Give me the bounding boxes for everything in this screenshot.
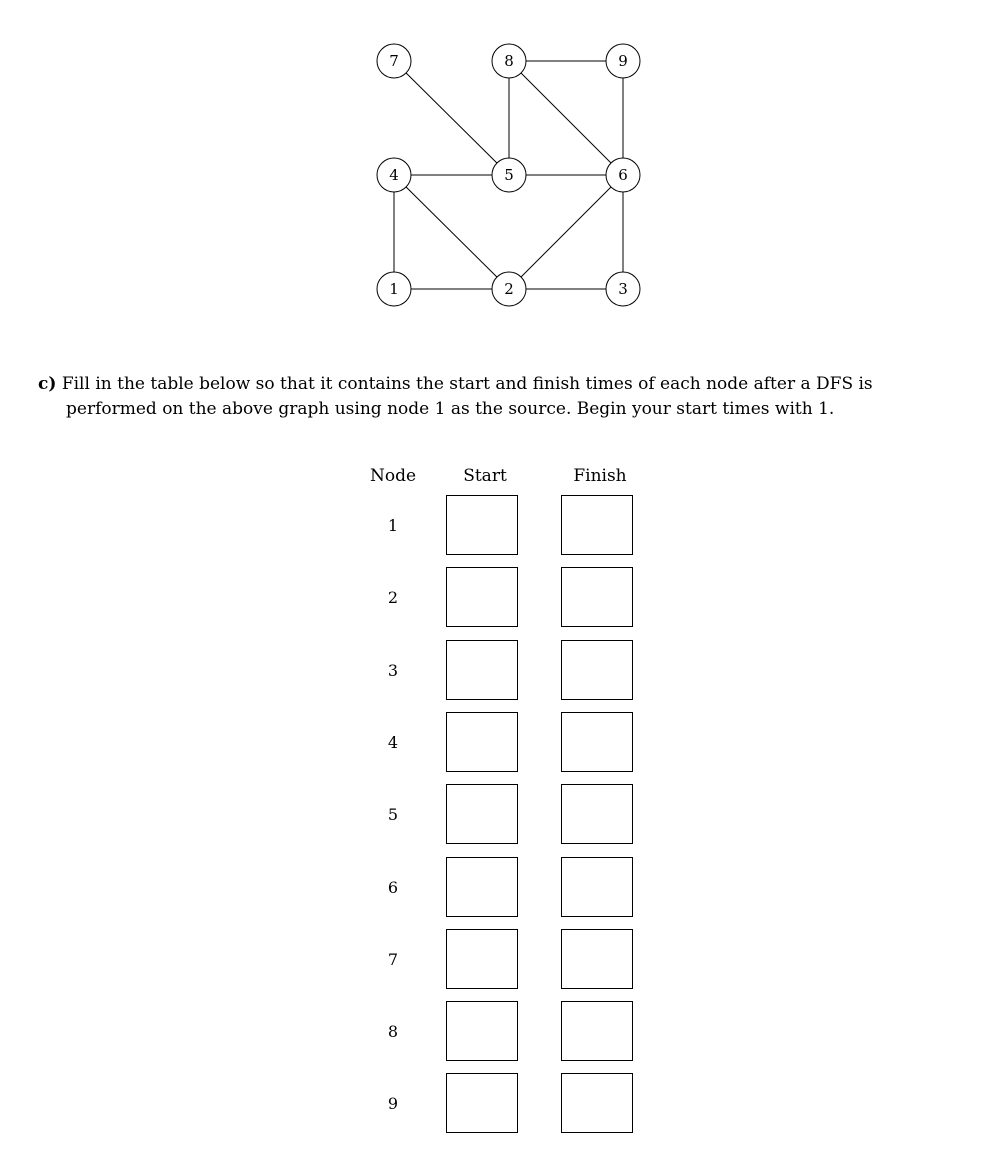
graph-node-label: 9 (618, 52, 628, 70)
header-finish: Finish (573, 466, 627, 486)
header-start: Start (463, 466, 507, 486)
table-row (0, 1001, 1008, 1063)
graph-diagram (0, 0, 1008, 330)
header-node: Node (369, 466, 417, 486)
node-number: 7 (387, 950, 399, 969)
graph-node-label: 6 (618, 166, 628, 184)
graph-edge-4-2 (394, 175, 509, 289)
graph-node-5 (492, 158, 526, 192)
graph-node-label: 4 (389, 166, 399, 184)
finish-time-box[interactable] (561, 712, 633, 772)
question-text (38, 372, 958, 422)
table-row (0, 857, 1008, 919)
graph-node-label: 7 (389, 52, 399, 70)
node-number: 2 (387, 588, 399, 607)
finish-time-box[interactable] (561, 640, 633, 700)
finish-time-box[interactable] (561, 495, 633, 555)
graph-node-label: 3 (618, 280, 628, 298)
question-label: c) (38, 374, 57, 394)
table-row (0, 640, 1008, 702)
table-row (0, 712, 1008, 774)
node-number: 5 (387, 805, 399, 824)
start-time-box[interactable] (446, 1073, 518, 1133)
finish-time-box[interactable] (561, 857, 633, 917)
graph-node-7 (377, 44, 411, 78)
graph-node-label: 8 (504, 52, 514, 70)
graph-edge-6-2 (509, 175, 623, 289)
finish-time-box[interactable] (561, 567, 633, 627)
graph-edge-7-5 (394, 61, 509, 175)
question-line-2: performed on the above graph using node 1 as the source. Begin your start times with 1. (66, 399, 835, 419)
finish-time-box[interactable] (561, 1001, 633, 1061)
finish-time-box[interactable] (561, 929, 633, 989)
node-number: 4 (387, 733, 399, 752)
graph-node-8 (492, 44, 526, 78)
start-time-box[interactable] (446, 567, 518, 627)
node-number: 9 (387, 1094, 399, 1113)
graph-node-label: 5 (504, 166, 514, 184)
graph-node-1 (377, 272, 411, 306)
graph-edge-8-6 (509, 61, 623, 175)
table-row (0, 784, 1008, 846)
start-time-box[interactable] (446, 640, 518, 700)
start-time-box[interactable] (446, 784, 518, 844)
node-number: 1 (387, 516, 399, 535)
table-row (0, 1073, 1008, 1135)
start-time-box[interactable] (446, 1001, 518, 1061)
graph-node-4 (377, 158, 411, 192)
finish-time-box[interactable] (561, 1073, 633, 1133)
graph-node-label: 1 (389, 280, 399, 298)
node-number: 3 (387, 661, 399, 680)
graph-node-label: 2 (504, 280, 514, 298)
start-time-box[interactable] (446, 929, 518, 989)
finish-time-box[interactable] (561, 784, 633, 844)
graph-node-9 (606, 44, 640, 78)
graph-node-2 (492, 272, 526, 306)
start-time-box[interactable] (446, 712, 518, 772)
question-line-1: Fill in the table below so that it contains the start and finish times of each node after a DFS is (61, 374, 873, 394)
table-row (0, 495, 1008, 557)
start-time-box[interactable] (446, 857, 518, 917)
table-row (0, 929, 1008, 991)
start-time-box[interactable] (446, 495, 518, 555)
graph-node-3 (606, 272, 640, 306)
table-row (0, 567, 1008, 629)
graph-node-6 (606, 158, 640, 192)
node-number: 8 (387, 1022, 399, 1041)
node-number: 6 (387, 878, 399, 897)
